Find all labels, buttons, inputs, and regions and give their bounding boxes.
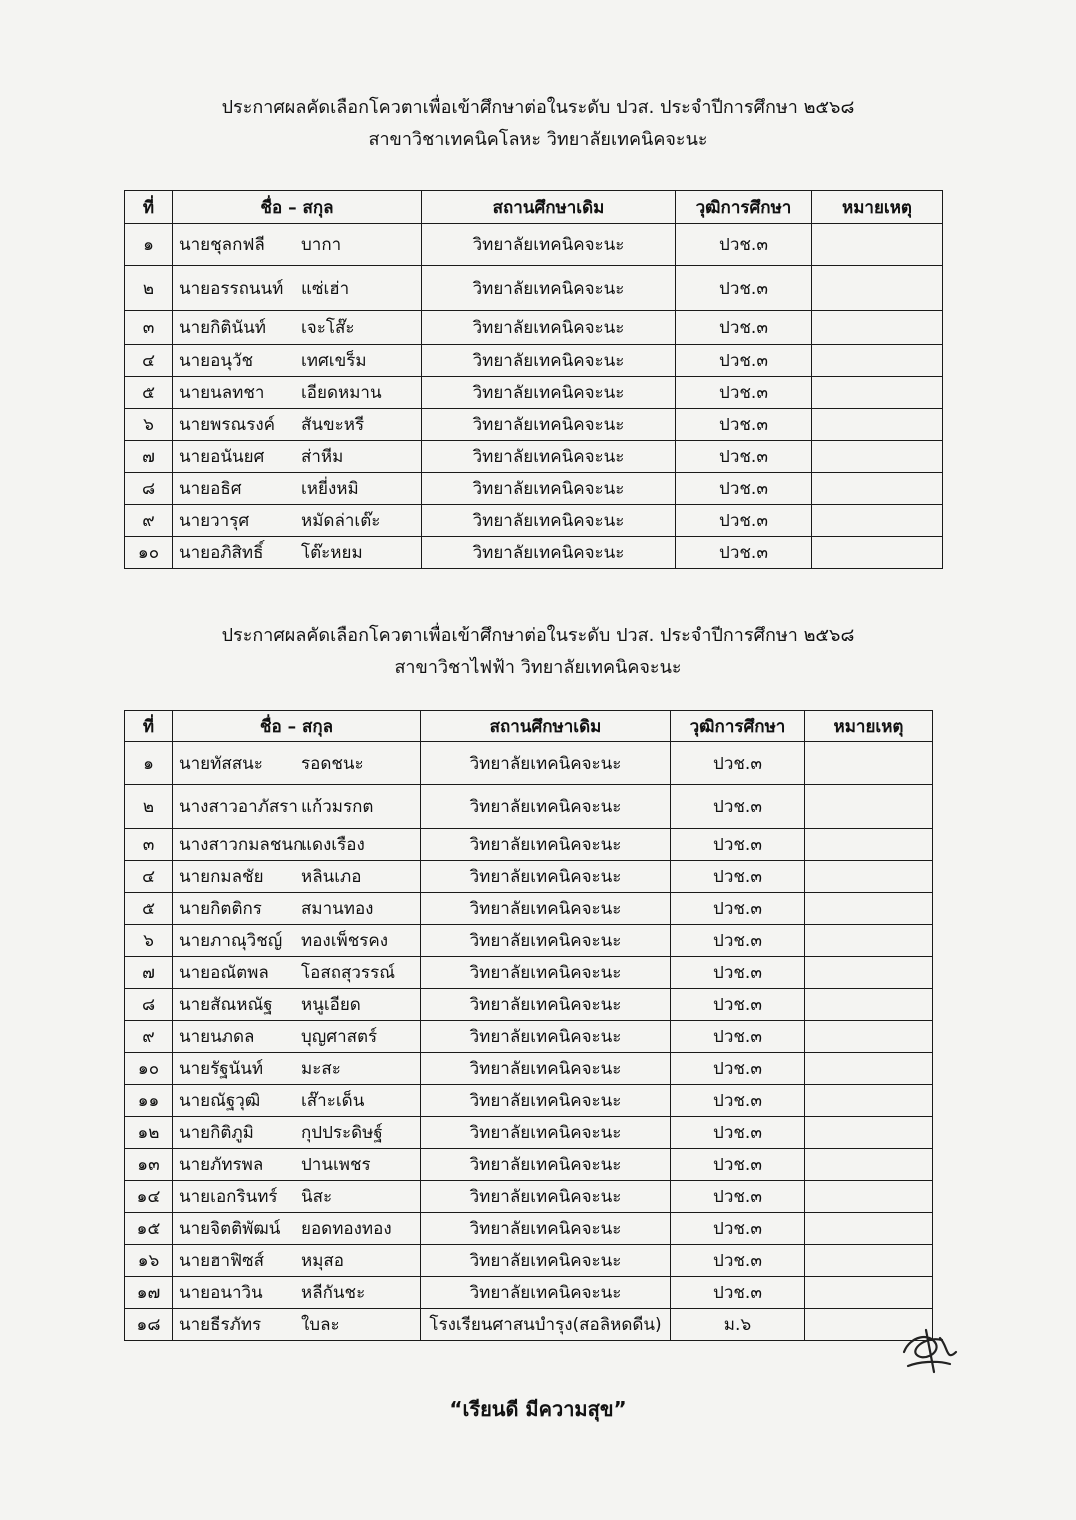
education-level: ปวช.๓ [671, 1181, 805, 1213]
table-row [125, 1309, 933, 1341]
previous-school: วิทยาลัยเทคนิคจะนะ [421, 1181, 671, 1213]
student-name [173, 893, 421, 925]
education-level: ปวช.๓ [671, 957, 805, 989]
row-number: ๑๗ [125, 1277, 173, 1309]
first-name: นายสัณหณัฐ [179, 995, 273, 1015]
row-number: ๓ [125, 311, 173, 345]
last-name: แซ่เฮ่า [301, 278, 350, 299]
student-name [173, 1245, 421, 1277]
table-header-row [125, 191, 943, 224]
table-row [125, 925, 933, 957]
table-row [125, 266, 943, 311]
table-row [125, 537, 943, 569]
student-name [173, 537, 422, 569]
row-number: ๕ [125, 377, 173, 409]
student-name [173, 505, 422, 537]
note-cell [805, 1053, 933, 1085]
education-level: ปวช.๓ [671, 1213, 805, 1245]
note-cell [805, 925, 933, 957]
first-name: นายจิตติพัฒน์ [179, 1219, 281, 1239]
education-level: ปวช.๓ [671, 1117, 805, 1149]
student-name [173, 224, 422, 266]
row-number: ๘ [125, 473, 173, 505]
note-cell [805, 861, 933, 893]
row-number: ๑ [125, 224, 173, 266]
first-name: นายอนาวิน [179, 1283, 263, 1303]
last-name: หมัดล่าเต๊ะ [301, 511, 381, 531]
previous-school: วิทยาลัยเทคนิคจะนะ [422, 505, 676, 537]
previous-school: วิทยาลัยเทคนิคจะนะ [421, 785, 671, 829]
row-number: ๖ [125, 409, 173, 441]
note-cell [812, 505, 943, 537]
previous-school: วิทยาลัยเทคนิคจะนะ [422, 266, 676, 311]
row-number: ๙ [125, 1021, 173, 1053]
row-number: ๑๒ [125, 1117, 173, 1149]
last-name: ส่าหีม [301, 447, 344, 467]
header-school: สถานศึกษาเดิม [422, 191, 676, 224]
section2-subtitle: สาขาวิชาไฟฟ้า วิทยาลัยเทคนิคจะนะ [394, 657, 682, 678]
last-name: โต๊ะหยม [301, 543, 363, 563]
table-row [125, 1213, 933, 1245]
handwritten-signature [896, 1322, 966, 1382]
student-name [173, 473, 422, 505]
header-name: ชื่อ – สกุล [173, 191, 422, 224]
first-name: นายอณัตพล [179, 963, 269, 983]
table-row [125, 1181, 933, 1213]
table-row [125, 829, 933, 861]
education-level: ปวช.๓ [676, 441, 812, 473]
table-row [125, 1053, 933, 1085]
table-row [125, 1085, 933, 1117]
header-name: ชื่อ – สกุล [173, 711, 421, 742]
education-level: ปวช.๓ [671, 1245, 805, 1277]
education-level: ปวช.๓ [676, 377, 812, 409]
note-cell [805, 1277, 933, 1309]
table-row [125, 1117, 933, 1149]
note-cell [805, 1117, 933, 1149]
last-name: มะสะ [301, 1059, 341, 1079]
education-level: ปวช.๓ [671, 893, 805, 925]
note-cell [805, 1149, 933, 1181]
first-name: นายอรรถนนท์ [179, 278, 284, 299]
row-number: ๑๘ [125, 1309, 173, 1341]
first-name: นายอนันยศ [179, 447, 265, 467]
student-name [173, 1085, 421, 1117]
education-level: ปวช.๓ [671, 1053, 805, 1085]
last-name: เทศเขร็ม [301, 351, 367, 371]
last-name: นิสะ [301, 1187, 333, 1207]
first-name: นางสาวกมลชนก [179, 835, 304, 855]
header-no: ที่ [125, 711, 173, 742]
table-row [125, 441, 943, 473]
first-name: นายอธิศ [179, 479, 242, 499]
table-row [125, 473, 943, 505]
student-name [173, 1149, 421, 1181]
table-row [125, 957, 933, 989]
previous-school: วิทยาลัยเทคนิคจะนะ [422, 345, 676, 377]
first-name: นายพรณรงค์ [179, 415, 276, 435]
first-name: นายทัสสนะ [179, 753, 263, 774]
last-name: แก้วมรกต [301, 797, 374, 817]
education-level: ปวช.๓ [671, 925, 805, 957]
row-number: ๑๖ [125, 1245, 173, 1277]
last-name: เอียดหมาน [301, 383, 382, 403]
student-name [173, 957, 421, 989]
education-level: ปวช.๓ [671, 829, 805, 861]
note-cell [812, 311, 943, 345]
note-cell [805, 989, 933, 1021]
table-row [125, 989, 933, 1021]
previous-school: วิทยาลัยเทคนิคจะนะ [421, 1021, 671, 1053]
education-level: ปวช.๓ [671, 1277, 805, 1309]
student-name [173, 377, 422, 409]
education-level: ปวช.๓ [676, 537, 812, 569]
section2-heading [0, 620, 1076, 684]
section1-subtitle: สาขาวิชาเทคนิคโลหะ วิทยาลัยเทคนิคจะนะ [368, 129, 708, 150]
education-level: ปวช.๓ [676, 505, 812, 537]
previous-school: วิทยาลัยเทคนิคจะนะ [421, 925, 671, 957]
note-cell [805, 829, 933, 861]
section1-title: ประกาศผลคัดเลือกโควตาเพื่อเข้าศึกษาต่อในระดับ ปวส. ประจำปีการศึกษา ๒๕๖๘ [221, 97, 855, 118]
note-cell [805, 1213, 933, 1245]
student-name [173, 925, 421, 957]
table-row [125, 377, 943, 409]
education-level: ปวช.๓ [671, 1021, 805, 1053]
note-cell [805, 1021, 933, 1053]
row-number: ๙ [125, 505, 173, 537]
section1-heading [0, 92, 1076, 156]
note-cell [805, 1181, 933, 1213]
previous-school: วิทยาลัยเทคนิคจะนะ [422, 377, 676, 409]
header-note: หมายเหตุ [805, 711, 933, 742]
previous-school: วิทยาลัยเทคนิคจะนะ [421, 1245, 671, 1277]
first-name: นายธีรภัทร [179, 1315, 262, 1335]
first-name: นายนภดล [179, 1027, 255, 1047]
row-number: ๑๔ [125, 1181, 173, 1213]
first-name: นายรัฐนันท์ [179, 1059, 264, 1079]
last-name: สันขะหรี [301, 415, 365, 435]
note-cell [805, 957, 933, 989]
note-cell [812, 266, 943, 311]
note-cell [805, 893, 933, 925]
student-name [173, 1053, 421, 1085]
last-name: รอดชนะ [301, 753, 364, 774]
education-level: ปวช.๓ [671, 785, 805, 829]
first-name: นายวารุศ [179, 511, 250, 531]
student-name [173, 1181, 421, 1213]
note-cell [805, 1245, 933, 1277]
note-cell [812, 377, 943, 409]
table-row [125, 505, 943, 537]
row-number: ๑๐ [125, 1053, 173, 1085]
previous-school: วิทยาลัยเทคนิคจะนะ [421, 1213, 671, 1245]
previous-school: วิทยาลัยเทคนิคจะนะ [421, 893, 671, 925]
table-row [125, 1277, 933, 1309]
first-name: นางสาวอาภัสรา [179, 797, 298, 817]
student-name [173, 266, 422, 311]
student-name [173, 1277, 421, 1309]
header-note: หมายเหตุ [812, 191, 943, 224]
previous-school: วิทยาลัยเทคนิคจะนะ [422, 537, 676, 569]
previous-school: วิทยาลัยเทคนิคจะนะ [421, 1053, 671, 1085]
student-name [173, 785, 421, 829]
note-cell [812, 441, 943, 473]
electrical-results-table [124, 710, 933, 1341]
table-header-row [125, 711, 933, 742]
table-row [125, 742, 933, 785]
education-level: ปวช.๓ [676, 311, 812, 345]
student-name [173, 311, 422, 345]
last-name: แดงเรือง [301, 835, 365, 855]
previous-school: วิทยาลัยเทคนิคจะนะ [422, 224, 676, 266]
note-cell [812, 224, 943, 266]
table-row [125, 409, 943, 441]
student-name [173, 441, 422, 473]
row-number: ๑ [125, 742, 173, 785]
first-name: นายเอกรินทร์ [179, 1187, 278, 1207]
last-name: ใบละ [301, 1315, 340, 1335]
previous-school: วิทยาลัยเทคนิคจะนะ [422, 441, 676, 473]
header-education: วุฒิการศึกษา [676, 191, 812, 224]
previous-school: วิทยาลัยเทคนิคจะนะ [421, 1149, 671, 1181]
last-name: บุญศาสตร์ [301, 1027, 378, 1047]
last-name: โอสถสุวรรณ์ [301, 963, 395, 983]
first-name: นายภัทรพล [179, 1155, 264, 1175]
row-number: ๓ [125, 829, 173, 861]
row-number: ๔ [125, 345, 173, 377]
header-education: วุฒิการศึกษา [671, 711, 805, 742]
education-level: ปวช.๓ [671, 989, 805, 1021]
previous-school: วิทยาลัยเทคนิคจะนะ [422, 409, 676, 441]
note-cell [805, 742, 933, 785]
previous-school: วิทยาลัยเทคนิคจะนะ [422, 473, 676, 505]
previous-school: วิทยาลัยเทคนิคจะนะ [421, 1277, 671, 1309]
student-name [173, 989, 421, 1021]
first-name: นายนลทชา [179, 383, 265, 403]
last-name: หลินเภอ [301, 867, 362, 887]
education-level: ปวช.๓ [671, 742, 805, 785]
first-name: นายภาณุวิชญ์ [179, 931, 283, 951]
row-number: ๒ [125, 785, 173, 829]
last-name: หลีกันชะ [301, 1283, 366, 1303]
note-cell [812, 409, 943, 441]
table-row [125, 224, 943, 266]
last-name: หมุสอ [301, 1251, 344, 1271]
table-row [125, 345, 943, 377]
first-name: นายกิติภูมิ [179, 1123, 254, 1143]
previous-school: วิทยาลัยเทคนิคจะนะ [421, 1085, 671, 1117]
previous-school: วิทยาลัยเทคนิคจะนะ [421, 742, 671, 785]
student-name [173, 345, 422, 377]
education-level: ปวช.๓ [671, 1085, 805, 1117]
note-cell [812, 473, 943, 505]
row-number: ๕ [125, 893, 173, 925]
education-level: ปวช.๓ [676, 224, 812, 266]
row-number: ๗ [125, 957, 173, 989]
student-name [173, 409, 422, 441]
last-name: สมานทอง [301, 899, 374, 919]
table-row [125, 311, 943, 345]
row-number: ๒ [125, 266, 173, 311]
row-number: ๗ [125, 441, 173, 473]
last-name: หนูเอียด [301, 995, 361, 1015]
education-level: ปวช.๓ [676, 473, 812, 505]
previous-school: วิทยาลัยเทคนิคจะนะ [421, 989, 671, 1021]
student-name [173, 861, 421, 893]
education-level: ปวช.๓ [676, 345, 812, 377]
student-name [173, 1021, 421, 1053]
education-level: ปวช.๓ [671, 1149, 805, 1181]
student-name [173, 829, 421, 861]
table-row [125, 893, 933, 925]
first-name: นายชุลกฟลี [179, 235, 265, 255]
first-name: นายอภิสิทธิ์ [179, 543, 264, 563]
last-name: เหยี่งหมิ [301, 479, 359, 499]
student-name [173, 742, 421, 785]
note-cell [805, 1085, 933, 1117]
previous-school: โรงเรียนศาสนบำรุง(สอลิหดดีน) [421, 1309, 671, 1341]
education-level: ปวช.๓ [671, 861, 805, 893]
row-number: ๖ [125, 925, 173, 957]
table-row [125, 785, 933, 829]
previous-school: วิทยาลัยเทคนิคจะนะ [421, 1117, 671, 1149]
section2-title: ประกาศผลคัดเลือกโควตาเพื่อเข้าศึกษาต่อในระดับ ปวส. ประจำปีการศึกษา ๒๕๖๘ [221, 625, 855, 646]
student-name [173, 1117, 421, 1149]
first-name: นายอนุวัช [179, 351, 254, 371]
table-row [125, 1149, 933, 1181]
student-name [173, 1213, 421, 1245]
first-name: นายกมลชัย [179, 867, 264, 887]
metal-tech-results-table [124, 190, 943, 569]
last-name: ยอดทองทอง [301, 1219, 392, 1239]
table-row [125, 1021, 933, 1053]
last-name: ทองเพ็ชรคง [301, 931, 389, 951]
note-cell [812, 345, 943, 377]
last-name: ปานเพชร [301, 1155, 371, 1175]
last-name: บากา [301, 235, 342, 255]
education-level: ปวช.๓ [676, 266, 812, 311]
header-no: ที่ [125, 191, 173, 224]
previous-school: วิทยาลัยเทคนิคจะนะ [421, 957, 671, 989]
row-number: ๑๐ [125, 537, 173, 569]
first-name: นายฮาฟิซส์ [179, 1251, 264, 1271]
row-number: ๔ [125, 861, 173, 893]
last-name: เส๊าะเด็น [301, 1091, 365, 1111]
education-level: ปวช.๓ [676, 409, 812, 441]
table-row [125, 1245, 933, 1277]
previous-school: วิทยาลัยเทคนิคจะนะ [421, 861, 671, 893]
first-name: นายกิตติกร [179, 899, 262, 919]
row-number: ๑๑ [125, 1085, 173, 1117]
first-name: นายณัฐวุฒิ [179, 1091, 261, 1111]
last-name: กุปประดิษฐ์ [301, 1123, 383, 1143]
note-cell [805, 785, 933, 829]
note-cell [812, 537, 943, 569]
header-school: สถานศึกษาเดิม [421, 711, 671, 742]
row-number: ๘ [125, 989, 173, 1021]
previous-school: วิทยาลัยเทคนิคจะนะ [422, 311, 676, 345]
last-name: เจะโส๊ะ [301, 318, 355, 338]
row-number: ๑๓ [125, 1149, 173, 1181]
student-name [173, 1309, 421, 1341]
previous-school: วิทยาลัยเทคนิคจะนะ [421, 829, 671, 861]
education-level: ม.๖ [671, 1309, 805, 1341]
motto: “เรียนดี มีความสุข” [449, 1397, 627, 1421]
first-name: นายกิตินันท์ [179, 318, 266, 338]
table-row [125, 861, 933, 893]
row-number: ๑๕ [125, 1213, 173, 1245]
